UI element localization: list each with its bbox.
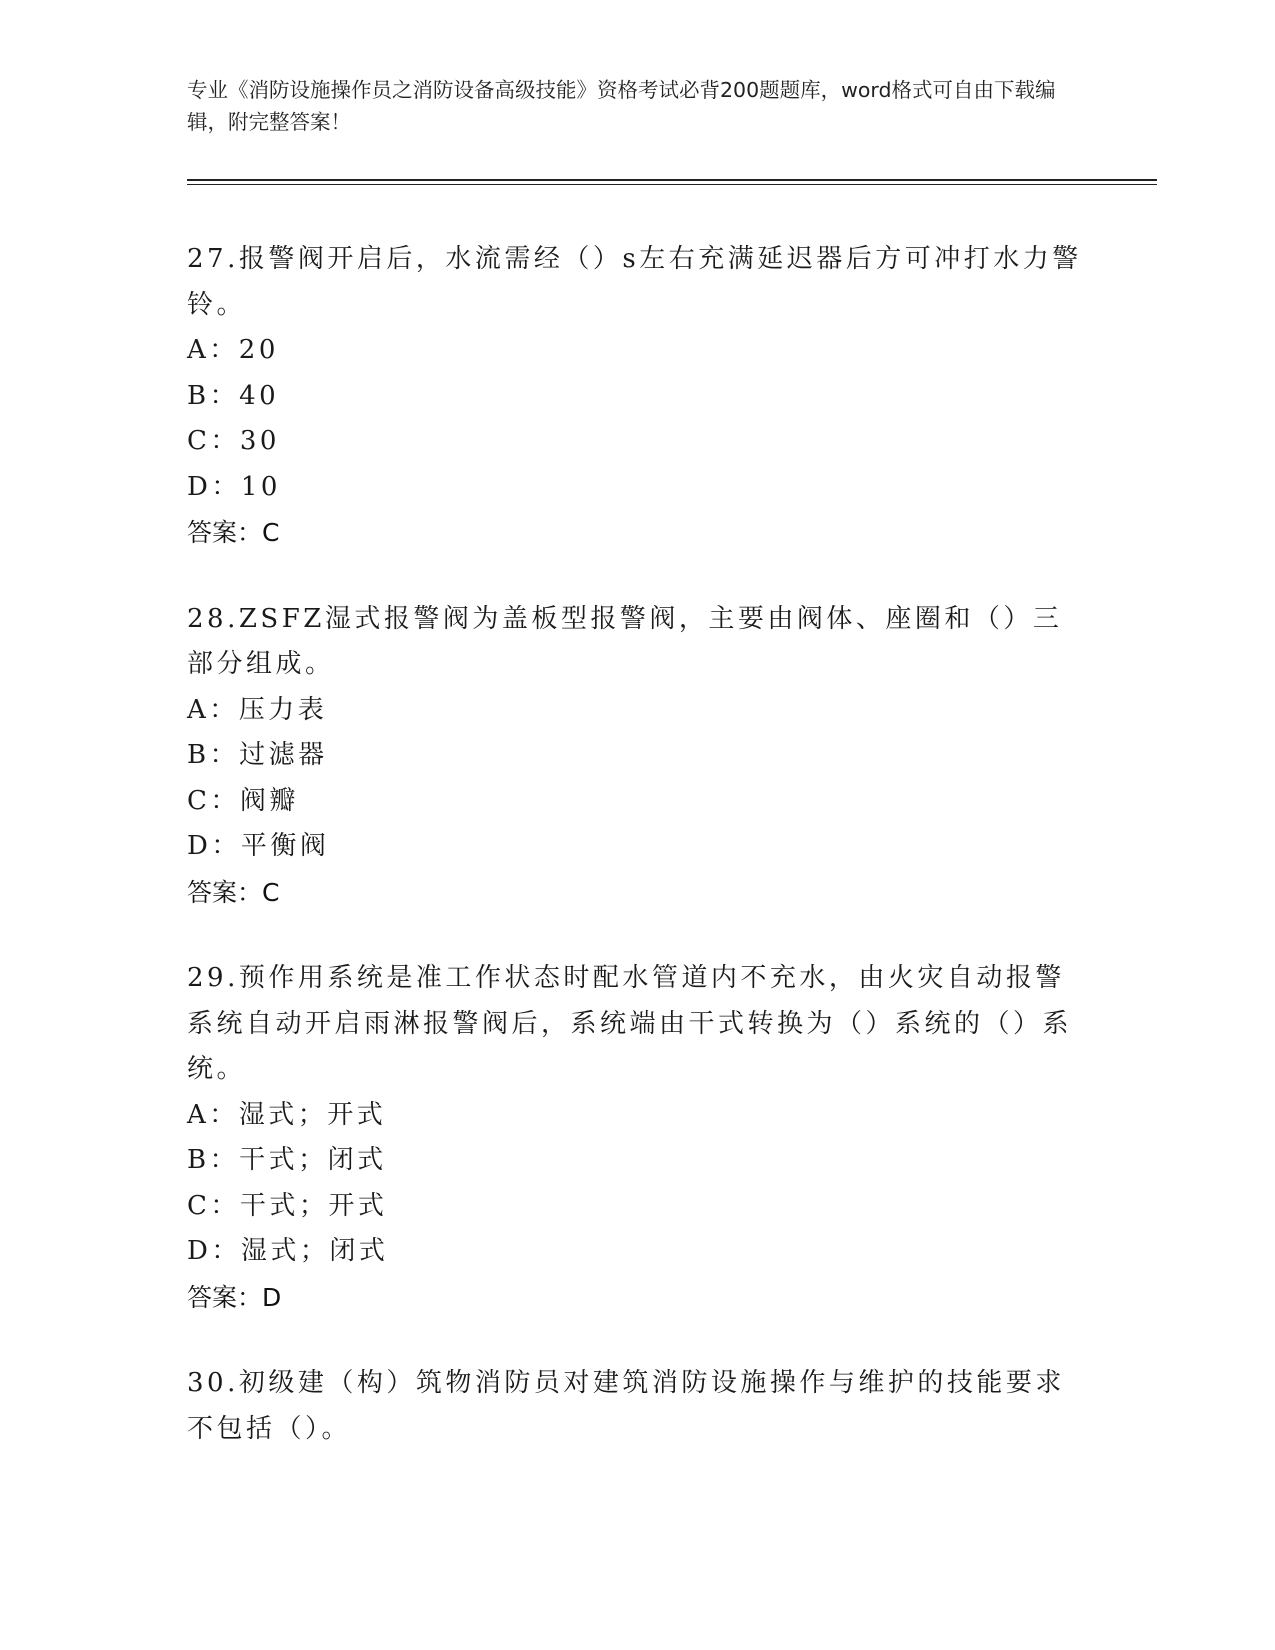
option-b: B：干式；闭式 <box>187 1145 387 1175</box>
question-30 <box>187 1361 1087 1452</box>
question-stem: 29.预作用系统是准工作状态时配水管道内不充水，由火灾自动报警系统自动开启雨淋报警阀后，系统端由干式转换为（）系统的（）系统。 <box>187 963 1073 1084</box>
option-d: D：平衡阀 <box>187 831 330 861</box>
option-d: D：湿式；闭式 <box>187 1236 389 1266</box>
document-title: 专业《消防设施操作员之消防设备高级技能》资格考试必背200题题库，word格式可自由下载编辑，附完整答案！ <box>187 78 1056 134</box>
option-c: C：阀瓣 <box>187 785 299 816</box>
question-list <box>187 237 1087 1493</box>
question-28 <box>187 597 1087 916</box>
question-stem: 30.初级建（构）筑物消防员对建筑消防设施操作与维护的技能要求不包括（）。 <box>187 1368 1065 1444</box>
header-divider-thick <box>187 179 1157 181</box>
option-b: B：过滤器 <box>187 740 328 770</box>
header-divider-thin <box>187 184 1157 185</box>
question-stem: 28.ZSFZ湿式报警阀为盖板型报警阀，主要由阀体、座圈和（）三部分组成。 <box>187 603 1063 679</box>
option-c: C：30 <box>187 426 280 456</box>
question-27 <box>187 237 1087 556</box>
option-c: C：干式；开式 <box>187 1190 388 1221</box>
option-a: A：湿式；开式 <box>187 1099 387 1130</box>
document-header <box>187 74 1067 138</box>
option-d: D：10 <box>187 471 281 502</box>
question-stem: 27.报警阀开启后，水流需经（）s左右充满延迟器后方可冲打水力警铃。 <box>187 244 1082 320</box>
option-a: A：压力表 <box>187 694 328 725</box>
question-29 <box>187 956 1087 1320</box>
option-a: A：20 <box>187 335 279 365</box>
answer-line: 答案：C <box>187 877 280 907</box>
answer-line: 答案：D <box>187 1282 282 1312</box>
option-b: B：40 <box>187 380 280 411</box>
answer-line: 答案：C <box>187 518 280 547</box>
